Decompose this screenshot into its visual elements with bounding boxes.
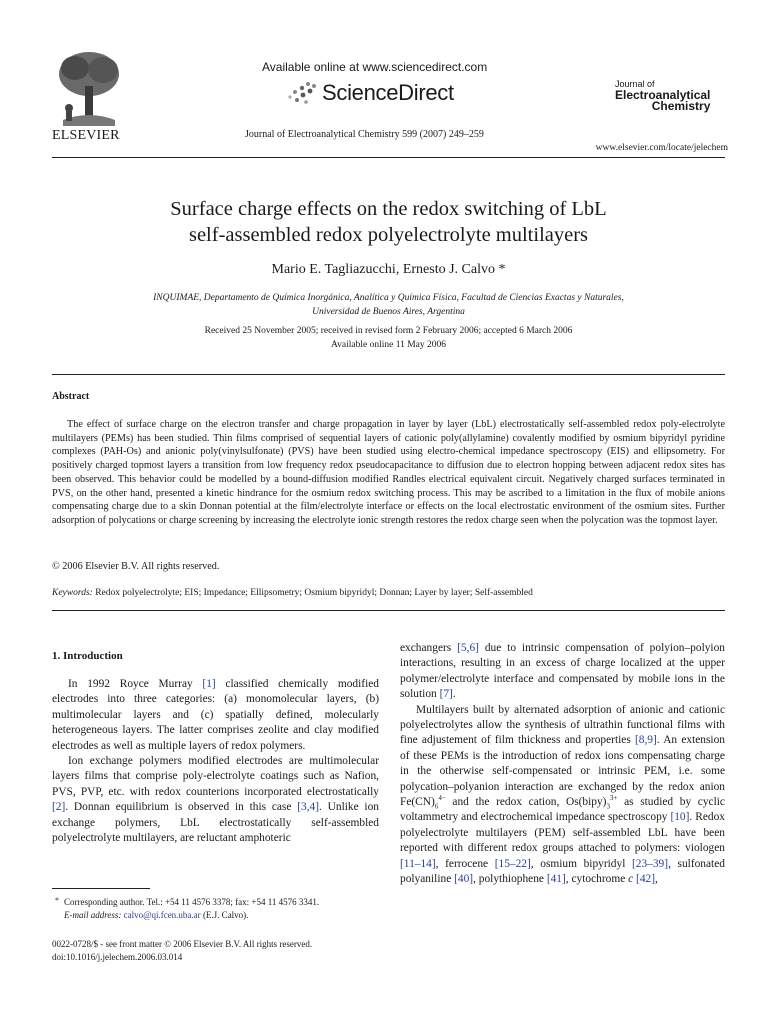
footnote-divider xyxy=(52,888,150,889)
authors: Mario E. Tagliazucchi, Ernesto J. Calvo * xyxy=(271,262,506,277)
abstract-text: The effect of surface charge on the electron transfer and charge propagation in layer by layer (LbL) electrostatically self-assembled redox poly-electrolyte multilayers (PEMs) has been studied. Thin films comprised of sequential layers of cationic poly(allylamine) covalently modified by osmium bipyridyl pyridine complexes (PAH-Os) and anionic poly(vinylsulfonate) (PVS) have been studied using electro-chemical impedance spectroscopy (EIS) and ellipsometry. For positively charged topmost layers a transition from low frequency redox pseudocapacitance to diffusion due to electron hopping between adjacent redox sites has been observed. This behavior could be modelled by a bound-diffusion modified Randles electrical equivalent circuit. Negatively charged surfaces terminated in PVS, on the other hand, presented a kinetic hindrance for the osmium redox switching process. This may be ascribed to a limitation in the flux of mobile anions compensating charge due to a skin Donnan potential at the film/electrolyte interface or effects on the local electrostatic environment of the osmium sites. Further adsorption of polycations or charge screening by increasing the electrolyte ionic strength restores the redox charge seen when the polycation was the topmost layer. xyxy=(52,419,725,526)
section-heading-introduction: 1. Introduction xyxy=(52,650,123,662)
sciencedirect-logo xyxy=(286,80,454,106)
intro-paragraph-4: Multilayers built by alternated adsorption of anionic and cationic polyelectrolytes allow the synthesis of ultrathin functional films with fine adjustement of film thickness and properties [8,9]. An extension of these PEMs is the introduction of redox ions compensating charge in the otherwise self-compensated or intrinsic PEM, i.e. some polycation–polyanion interaction are exchanged by the redox anion $Fe(CN)_6^{4-}$ and the redox cation, $Os(bipy)_3^{3+}$ as studied by cyclic voltammetry and electrochemical impedance spectroscopy [10]. Redox polyelectrolyte multilayers (PEM) self-assembled LbL have been reported with different redox groups attached to polymers: viologen [11–14], ferrocene [15–22], osmium bipyridyl [23–39], sulfonated polyaniline [40], polythiophene [41], cytochrome c [42], xyxy=(400,703,725,886)
citation-link[interactable]: [23–39] xyxy=(631,857,669,870)
osbipy-charge: 3+ xyxy=(609,794,618,803)
right-column xyxy=(400,641,725,888)
title-line-2: self-assembled redox polyelectrolyte multilayers xyxy=(188,224,589,246)
citation-link[interactable]: [1] xyxy=(202,678,216,690)
abstract-copyright: © 2006 Elsevier B.V. All rights reserved. xyxy=(52,561,220,572)
left-column xyxy=(52,663,379,846)
citation-link[interactable]: [42] xyxy=(636,873,656,886)
abstract-heading: Abstract xyxy=(52,391,90,402)
ferricyanide-charge: 4− xyxy=(438,794,446,803)
elsevier-tree-logo xyxy=(53,48,125,132)
footnote-marker: * xyxy=(55,896,59,905)
citation-link[interactable]: [2] xyxy=(52,801,66,814)
affiliation xyxy=(52,291,725,319)
publisher-name: ELSEVIER xyxy=(52,128,120,143)
journal-logo-line2: Electroanalytical xyxy=(615,88,711,102)
article-title xyxy=(52,196,725,248)
title-line-1: Surface charge effects on the redox switching of LbL xyxy=(170,198,607,220)
citation-link[interactable]: [5,6] xyxy=(457,642,479,654)
journal-logo xyxy=(615,79,710,112)
footnote-email-line: E-mail address: calvo@qi.fcen.uba.ar (E.J. Calvo). xyxy=(64,910,249,920)
email-link[interactable]: calvo@qi.fcen.uba.ar xyxy=(123,910,201,920)
front-matter-line: 0022-0728/$ - see front matter © 2006 Elsevier B.V. All rights reserved. xyxy=(52,939,313,949)
citation-link[interactable]: [7] xyxy=(439,688,453,701)
ferricyanide-subscript: 6 xyxy=(434,802,439,811)
cytochrome-c-italic: c xyxy=(628,873,634,886)
sciencedirect-availability[interactable]: Available online at www.sciencedirect.com xyxy=(262,60,488,74)
keywords-list: Redox polyelectrolyte; EIS; Impedance; Ellipsometry; Osmium bipyridyl; Donnan; Layer by layer; Self-assembled xyxy=(95,588,533,598)
keywords xyxy=(52,588,533,598)
front-matter xyxy=(52,938,312,964)
header-divider xyxy=(52,157,725,158)
email-label: E-mail address: xyxy=(64,910,122,920)
citation-link[interactable]: [3,4] xyxy=(297,801,320,814)
affiliation-line-2: Universidad de Buenos Aires, Argentina xyxy=(312,307,465,317)
sciencedirect-wordmark: ScienceDirect xyxy=(322,80,454,105)
journal-citation: Journal of Electroanalytical Chemistry 599 (2007) 249–259 xyxy=(245,129,484,140)
intro-paragraph-3: exchangers [5,6] due to intrinsic compensation of polyion–polyion interactions, resulting in an excess of charge localized at the upper polymer/electrolyte interface and compensated by mobile ions in the solution [7]. xyxy=(400,642,725,701)
journal-logo-line3: Chemistry xyxy=(651,99,711,113)
keywords-label: Keywords: xyxy=(52,588,93,598)
abstract-bottom-divider xyxy=(52,610,725,611)
intro-paragraph-1: In 1992 Royce Murray [1] classified chemically modified electrodes into three categories: (a) monomolecular layers, (b) multimolecular layers and (c) spatially defined, molecularly heterogeneous layers. The latter comprises zeolite and clay modified electrodes as well as multiple layers of redox polymers. xyxy=(52,678,379,752)
sciencedirect-dots-icon xyxy=(286,81,320,105)
citation-link[interactable]: [8,9] xyxy=(634,734,657,747)
journal-url-link[interactable]: www.elsevier.com/locate/jelechem xyxy=(595,143,728,153)
online-date: Available online 11 May 2006 xyxy=(330,340,447,350)
article-dates xyxy=(52,324,725,352)
affiliation-line-1: INQUIMAE, Departamento de Química Inorgánica, Analítica y Química Física, Facultad de Ciencias Exactas y Naturales, xyxy=(153,293,624,303)
journal-logo-line1: Journal of xyxy=(615,79,655,89)
footnote-contact: Corresponding author. Tel.: +54 11 4576 3378; fax: +54 11 4576 3341. xyxy=(64,897,320,907)
citation-link[interactable]: [40] xyxy=(454,873,474,886)
citation-link[interactable]: [15–22] xyxy=(494,857,531,870)
citation-link[interactable]: [41] xyxy=(546,873,566,886)
intro-paragraph-2: Ion exchange polymers modified electrodes are multimolecular layers films that comprise poly-electrolyte coatings such as Nafion, PVS, PVP, etc. with redox counterions incorporated electrostatically [2]. Donnan equilibrium is observed in this case [3,4]. Unlike ion exchange polymers, LbL electrostatically self-assembled polyelectrolyte multilayers, are reluctant amphoteric xyxy=(52,755,379,845)
received-dates: Received 25 November 2005; received in revised form 2 February 2006; accepted 6 March 2006 xyxy=(204,326,573,336)
osbipy-subscript: 3 xyxy=(606,802,610,811)
abstract-top-divider xyxy=(52,374,725,375)
citation-link[interactable]: [11–14] xyxy=(400,857,436,870)
doi-line: doi:10.1016/j.jelechem.2006.03.014 xyxy=(52,952,183,962)
corresponding-author-footnote xyxy=(52,896,379,922)
citation-link[interactable]: [10] xyxy=(670,811,690,824)
